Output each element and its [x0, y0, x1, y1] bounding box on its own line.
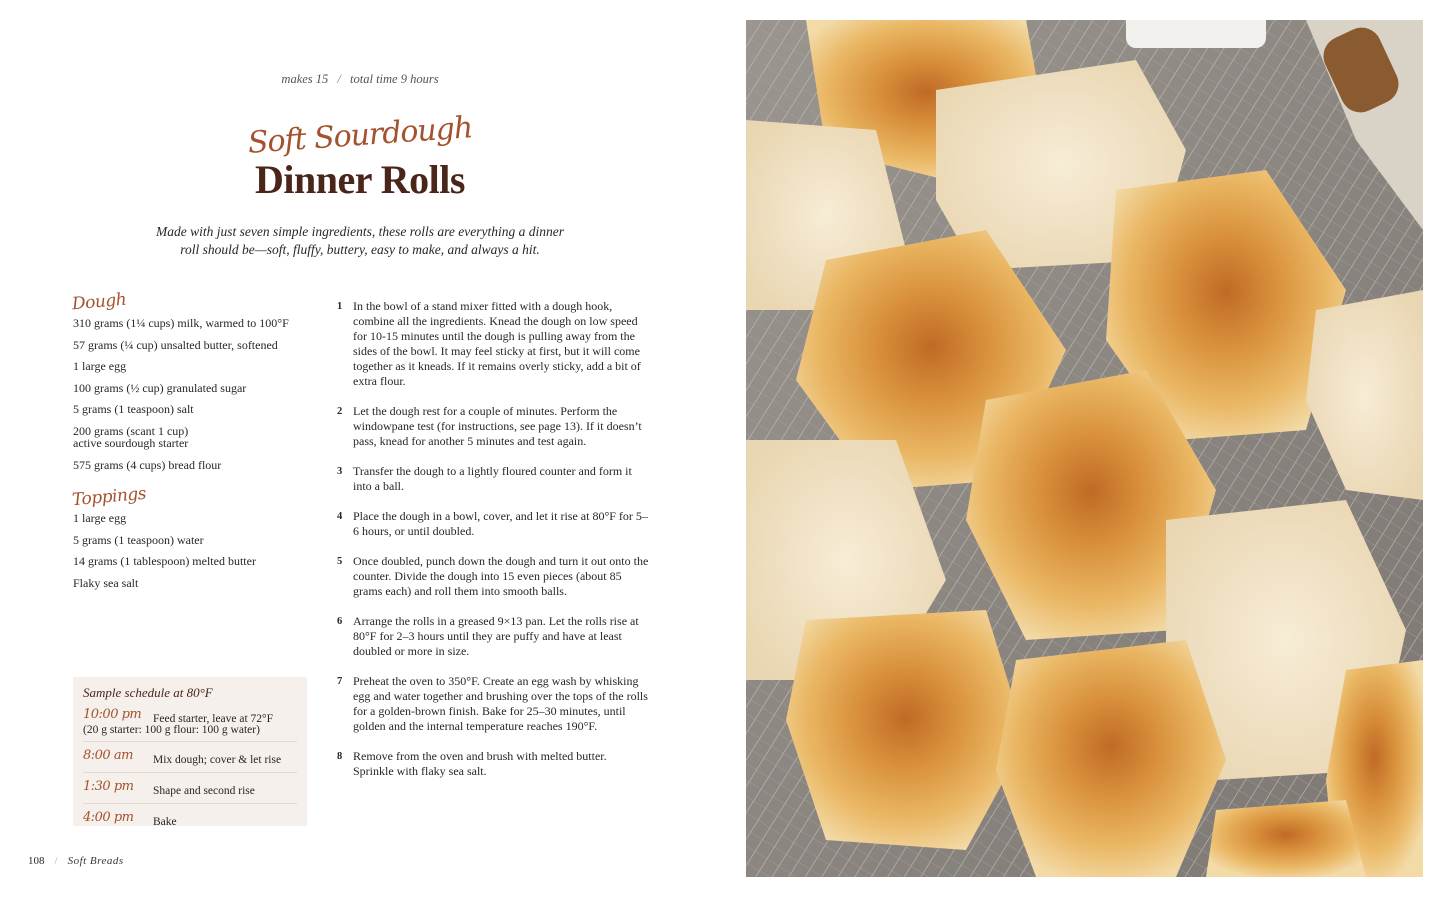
- step-number: 1: [337, 301, 343, 312]
- ingredient-item: 575 grams (4 cups) bread flour: [73, 457, 222, 472]
- page-number: 108: [28, 855, 45, 867]
- toppings-ingredient-list: [73, 512, 256, 598]
- step-item: [337, 404, 649, 449]
- step-number: 2: [337, 406, 343, 417]
- page-footer: [28, 855, 124, 867]
- step-text: Let the dough rest for a couple of minutes. Perform the windowpane test (for instructions, see page 13). If it doesn’t pass, knead for another 5 minutes and test again.: [353, 404, 642, 448]
- step-item: [337, 674, 649, 734]
- ingredient-item: 1 large egg: [73, 359, 127, 373]
- dinner-rolls-photo: [746, 20, 1423, 877]
- schedule-text: Shape and second rise: [153, 785, 255, 797]
- ingredient-item: 5 grams (1 teaspoon) salt: [73, 402, 194, 416]
- recipe-title-script: Soft Sourdough: [246, 110, 474, 161]
- ingredient-item: 57 grams (¼ cup) unsalted butter, softened: [73, 337, 278, 352]
- footer-separator: /: [54, 855, 58, 867]
- recipe-total-time: total time 9 hours: [350, 72, 439, 86]
- dough-ingredient-list: [73, 317, 289, 480]
- ingredient-line: 200 grams (scant 1 cup): [73, 423, 189, 438]
- ingredient-item: 1 large egg: [73, 511, 127, 525]
- schedule-title: Sample schedule at 80°F: [83, 685, 213, 700]
- meta-separator: /: [337, 72, 341, 86]
- step-text: Transfer the dough to a lightly floured counter and form it into a ball.: [353, 464, 632, 493]
- step-item: [337, 749, 649, 779]
- toppings-heading: Toppings: [71, 483, 147, 511]
- method-steps: [337, 299, 649, 794]
- ingredient-item: [73, 425, 289, 450]
- schedule-time: 1:30 pm: [83, 779, 134, 794]
- step-number: 4: [337, 511, 343, 522]
- ingredient-line: active sourdough starter: [73, 436, 189, 450]
- step-text: Arrange the rolls in a greased 9×13 pan. Let the rolls rise at 80°F for 2–3 hours until they are puffy and have at least doubled or more in size.: [353, 614, 639, 658]
- schedule-row: [83, 777, 297, 804]
- step-item: [337, 464, 649, 494]
- schedule-time: 10:00 pm: [83, 707, 142, 722]
- ingredient-item: 5 grams (1 teaspoon) water: [73, 532, 204, 547]
- dough-heading: Dough: [71, 289, 127, 315]
- step-number: 7: [337, 676, 343, 687]
- step-text: Preheat the oven to 350°F. Create an egg wash by whisking egg and water together and brushing over the tops of the rolls for a golden-brown finish. Bake for 25–30 minutes, until golden and the internal temperature reaches 190°F.: [353, 674, 648, 733]
- schedule-text: Feed starter, leave at 72°F: [153, 713, 274, 725]
- schedule-row: [83, 746, 297, 773]
- schedule-text: Mix dough; cover & let rise: [153, 754, 282, 766]
- recipe-yield: makes 15: [281, 72, 329, 86]
- step-text: Place the dough in a bowl, cover, and let it rise at 80°F for 5–6 hours, or until doubled.: [353, 509, 648, 538]
- recipe-title-main: Dinner Rolls: [255, 157, 465, 202]
- schedule-time: 4:00 pm: [83, 810, 134, 825]
- schedule-row: [83, 705, 297, 742]
- schedule-time: 8:00 am: [83, 748, 133, 763]
- sample-schedule-box: [73, 677, 307, 826]
- step-item: [337, 614, 649, 659]
- step-item: [337, 554, 649, 599]
- step-text: Once doubled, punch down the dough and turn it out onto the counter. Divide the dough into 15 even pieces (about 85 grams each) and roll them into smooth balls.: [353, 554, 649, 598]
- step-number: 3: [337, 466, 343, 477]
- ingredient-item: 100 grams (½ cup) granulated sugar: [73, 380, 247, 395]
- dinner-rolls-illustration: [746, 20, 1423, 877]
- step-item: [337, 299, 649, 389]
- step-number: 6: [337, 616, 343, 627]
- step-text: In the bowl of a stand mixer fitted with a dough hook, combine all the ingredients. Knead the dough on low speed for 10-15 minutes until the dough is pulling away from the sides of the bowl. It may feel sticky at first, but it will come together as it kneads. If it remains overly sticky, add a bit of extra flour.: [353, 299, 641, 388]
- recipe-intro: Made with just seven simple ingredients, these rolls are everything a dinner roll should be—soft, fluffy, buttery, easy to make, and always a hit.: [156, 224, 564, 257]
- step-number: 8: [337, 751, 343, 762]
- recipe-meta: [220, 72, 500, 87]
- schedule-subtext: (20 g starter: 100 g flour: 100 g water): [83, 724, 260, 736]
- step-text: Remove from the oven and brush with melted butter. Sprinkle with flaky sea salt.: [353, 749, 607, 778]
- step-item: [337, 509, 649, 539]
- ingredient-item: Flaky sea salt: [73, 575, 139, 590]
- footer-section: Soft Breads: [67, 855, 124, 867]
- ingredient-item: 310 grams (1¼ cups) milk, warmed to 100°F: [73, 316, 289, 330]
- ingredient-item: 14 grams (1 tablespoon) melted butter: [73, 554, 256, 568]
- step-number: 5: [337, 556, 343, 567]
- schedule-row: [83, 808, 297, 834]
- schedule-text: Bake: [153, 816, 177, 828]
